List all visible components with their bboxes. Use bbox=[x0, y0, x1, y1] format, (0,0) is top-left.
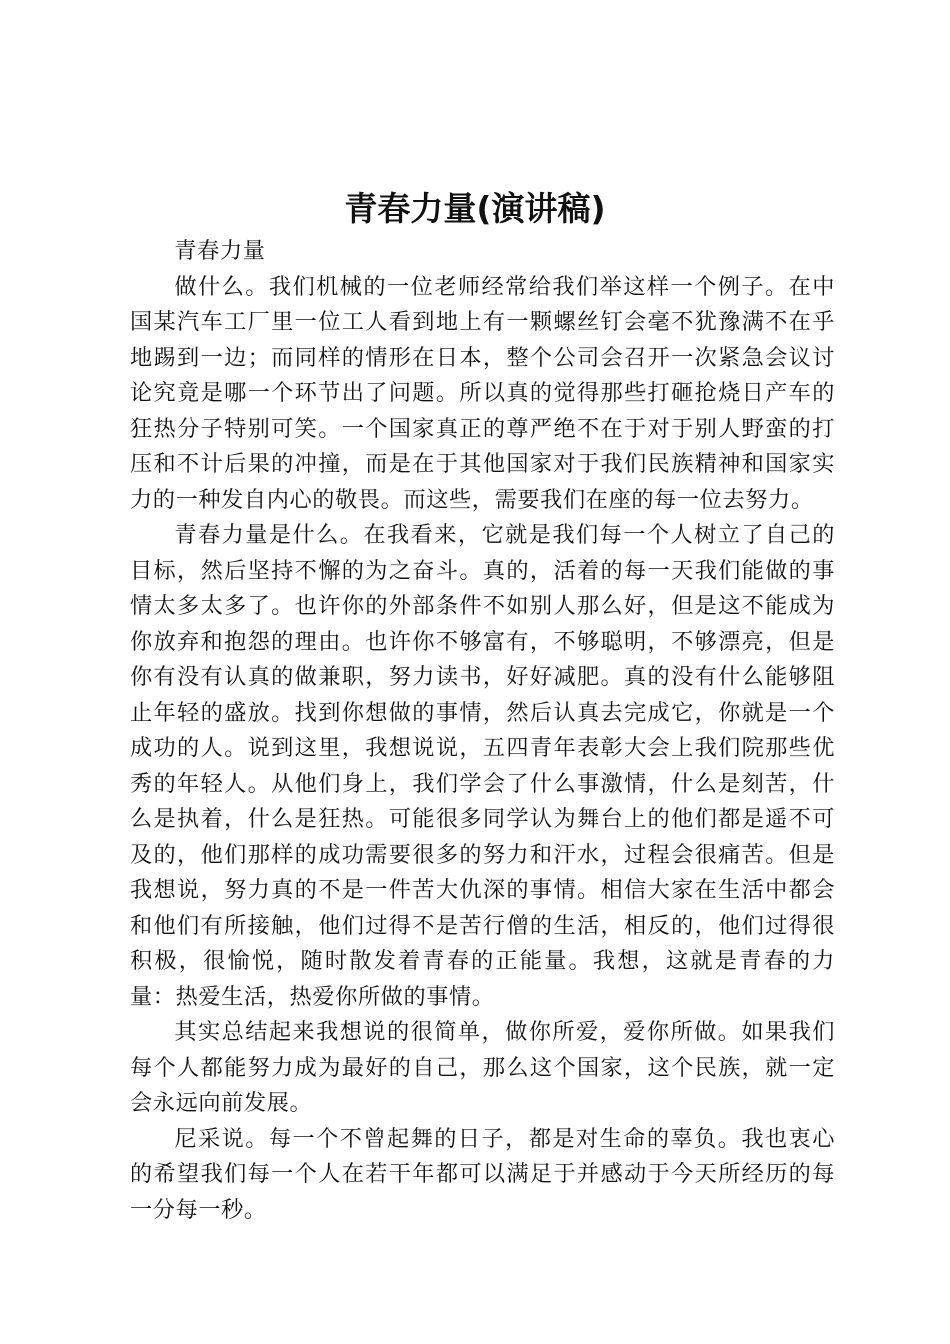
document-title: 青春力量(演讲稿) bbox=[344, 189, 606, 228]
paragraph: 尼采说。每一个不曾起舞的日子，都是对生命的辜负。我也衷心的希望我们每一个人在若干年都可以满足于并感动于今天所经历的每一分每一秒。 bbox=[130, 1125, 835, 1223]
paragraph-heading: 青春力量 bbox=[174, 238, 266, 264]
paragraph: 青春力量是什么。在我看来，它就是我们每一个人树立了自己的目标，然后坚持不懈的为之奋斗。真的，活着的每一天我们能做的事情太多太多了。也许你的外部条件不如别人那么好，但是这不能成为你放弃和抱怨的理由。也许你不够富有，不够聪明，不够漂亮，但是你有没有认真的做兼职，努力读书，好好减肥。真的没有什么能够阻止年轻的盛放。找到你想做的事情，然后认真去完成它，你就是一个成功的人。说到这里，我想说说，五四青年表彰大会上我们院那些优秀的年轻人。从他们身上，我们学会了什么事激情，什么是刻苦，什么是执着，什么是狂热。可能很多同学认为舞台上的他们都是遥不可及的，他们那样的成功需要很多的努力和汗水，过程会很痛苦。但是我想说，努力真的不是一件苦大仇深的事情。相信大家在生活中都会和他们有所接触，他们过得不是苦行僧的生活，相反的，他们过得很积极，很愉悦，随时散发着青春的正能量。我想，这就是青春的力量：热爱生活，热爱你所做的事情。 bbox=[130, 522, 835, 1010]
document-body bbox=[130, 234, 835, 1228]
paragraph: 做什么。我们机械的一位老师经常给我们举这样一个例子。在中国某汽车工厂里一位工人看到地上有一颗螺丝钉会毫不犹豫满不在乎地踢到一边；而同样的情形在日本，整个公司会召开一次紧急会议讨论究竟是哪一个环节出了问题。所以真的觉得那些打砸抢烧日产车的狂热分子特别可笑。一个国家真正的尊严绝不在于对于别人野蛮的打压和不计后果的冲撞，而是在于其他国家对于我们民族精神和国家实力的一种发自内心的敬畏。而这些，需要我们在座的每一位去努力。 bbox=[130, 273, 835, 513]
paragraph: 其实总结起来我想说的很简单，做你所爱，爱你所做。如果我们每个人都能努力成为最好的自己，那么这个国家，这个民族，就一定会永远向前发展。 bbox=[130, 1019, 835, 1116]
